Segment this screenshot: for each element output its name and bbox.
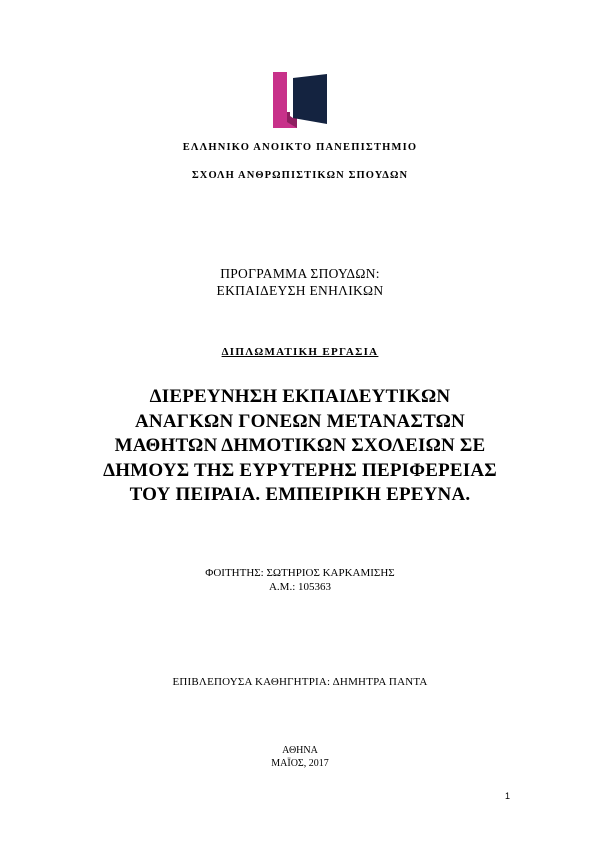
date: ΜΑΪΟΣ, 2017 xyxy=(271,758,329,769)
supervisor: ΕΠΙΒΛΕΠΟΥΣΑ ΚΑΘΗΓΗΤΡΙΑ: ΔΗΜΗΤΡΑ ΠΑΝΤΑ xyxy=(172,676,428,688)
title-line: ΔΗΜΟΥΣ ΤΗΣ ΕΥΡΥΤΕΡΗΣ ΠΕΡΙΦΕΡΕΙΑΣ xyxy=(103,459,497,481)
place-date xyxy=(0,744,600,770)
study-program xyxy=(0,265,600,299)
school-name: ΣΧΟΛΗ ΑΝΘΡΩΠΙΣΤΙΚΩΝ ΣΠΟΥΔΩΝ xyxy=(191,170,409,181)
student-registration: Α.Μ.: 105363 xyxy=(268,581,332,593)
title-line: ΜΑΘΗΤΩΝ ΔΗΜΟΤΙΚΩΝ ΣΧΟΛΕΙΩΝ ΣΕ xyxy=(114,435,486,456)
title-line: ΔΙΕΡΕΥΝΗΣΗ ΕΚΠΑΙΔΕΥΤΙΚΩΝ xyxy=(149,386,451,407)
thesis-type: ΔΙΠΛΩΜΑΤΙΚΗ ΕΡΓΑΣΙΑ xyxy=(221,346,379,358)
page-number: 1 xyxy=(504,791,510,801)
student-info xyxy=(0,566,600,594)
thesis-title xyxy=(0,385,600,508)
university-name: ΕΛΛΗΝΙΚΟ ΑΝΟΙΚΤΟ ΠΑΝΕΠΙΣΤΗΜΙΟ xyxy=(182,142,418,153)
student-name: ΦΟΙΤΗΤΗΣ: ΣΩΤΗΡΙΟΣ ΚΑΡΚΑΜΙΣΗΣ xyxy=(205,567,395,579)
university-logo-icon xyxy=(273,72,327,128)
city: ΑΘΗΝΑ xyxy=(282,745,318,756)
title-line: ΑΝΑΓΚΩΝ ΓΟΝΕΩΝ ΜΕΤΑΝΑΣΤΩΝ xyxy=(135,410,465,432)
program-label: ΠΡΟΓΡΑΜΜΑ ΣΠΟΥΔΩΝ: xyxy=(220,266,380,281)
title-line: ΤΟΥ ΠΕΙΡΑΙΑ. ΕΜΠΕΙΡΙΚΗ ΕΡΕΥΝΑ. xyxy=(129,484,471,505)
program-name: ΕΚΠΑΙΔΕΥΣΗ ΕΝΗΛΙΚΩΝ xyxy=(216,283,384,298)
